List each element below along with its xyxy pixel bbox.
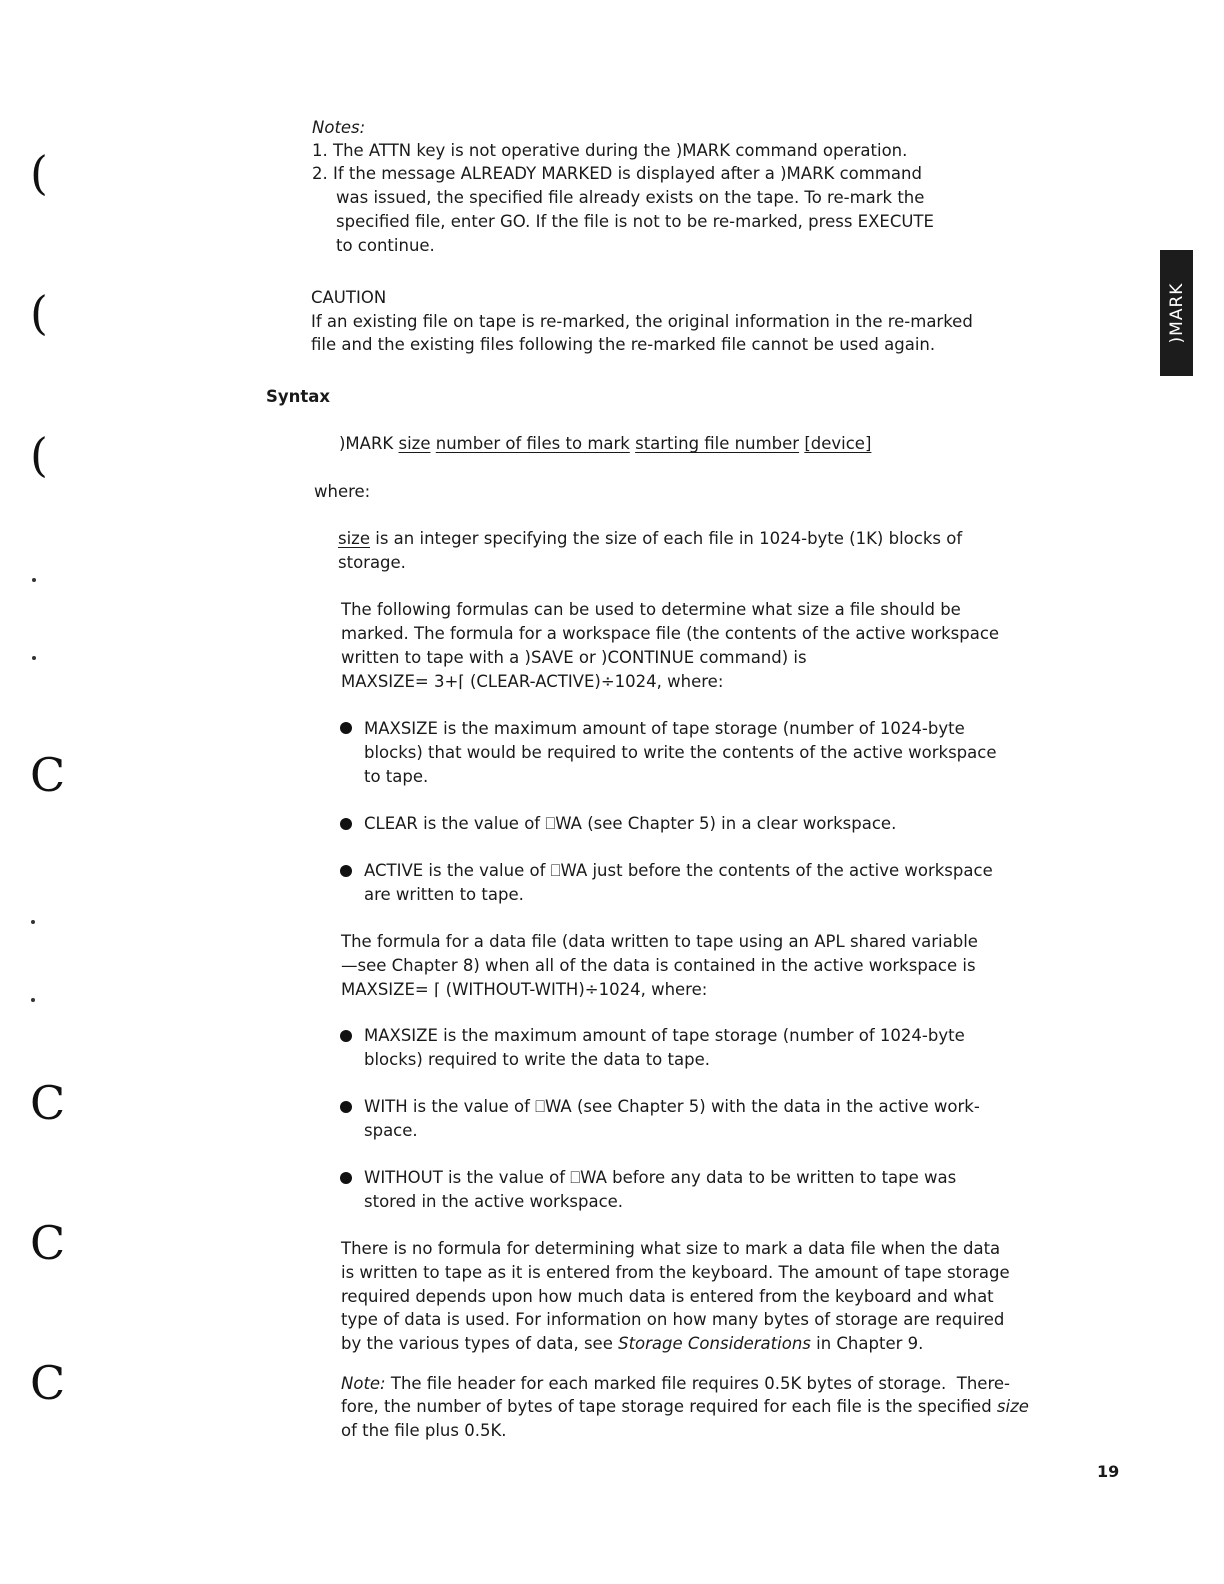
formula-text: The following formulas can be used to determine what size a file should be bbox=[341, 600, 961, 619]
no-formula-text: type of data is used. For information on how many bytes of storage are required bbox=[341, 1310, 1005, 1329]
no-formula-text: by the various types of data, see Storage Considerations in Chapter 9. bbox=[341, 1334, 924, 1353]
bullet-item-line: to tape. bbox=[364, 767, 429, 786]
bullet-icon bbox=[340, 1101, 352, 1113]
note-2-line: was issued, the specified file already exists on the tape. To re-mark the bbox=[336, 188, 925, 207]
page-number: 19 bbox=[1097, 1462, 1120, 1481]
bullet-item: ACTIVE is the value of ⎕WA just before the contents of the active workspace bbox=[364, 861, 993, 880]
bullet-icon bbox=[340, 818, 352, 830]
bullet-item-line: space. bbox=[364, 1121, 418, 1140]
where-label: where: bbox=[314, 482, 371, 501]
bullet-item: CLEAR is the value of ⎕WA (see Chapter 5) in a clear workspace. bbox=[364, 814, 897, 833]
no-formula-text: required depends upon how much data is entered from the keyboard and what bbox=[341, 1287, 994, 1306]
caution-text: file and the existing files following the re-marked file cannot be used again. bbox=[311, 335, 936, 354]
note-1: 1. The ATTN key is not operative during the )MARK command operation. bbox=[312, 141, 908, 160]
binder-hole-mark: ( bbox=[30, 146, 48, 200]
bullet-icon bbox=[340, 865, 352, 877]
arg-start: starting file number bbox=[635, 434, 800, 453]
binder-hole-mark: C bbox=[30, 748, 66, 802]
data-formula-text: —see Chapter 8) when all of the data is contained in the active workspace is bbox=[341, 956, 976, 975]
bullet-item-line: stored in the active workspace. bbox=[364, 1192, 624, 1211]
note-2: 2. If the message ALREADY MARKED is displayed after a )MARK command bbox=[312, 164, 922, 183]
speck bbox=[32, 578, 36, 582]
note-2-line: specified file, enter GO. If the file is not to be re-marked, press EXECUTE bbox=[336, 212, 934, 231]
binder-hole-mark: C bbox=[30, 1076, 66, 1130]
formula-text: marked. The formula for a workspace file (the contents of the active workspace bbox=[341, 624, 1000, 643]
section-tab-label: )MARK bbox=[1166, 282, 1187, 344]
bullet-item: MAXSIZE is the maximum amount of tape storage (number of 1024-byte bbox=[364, 1026, 965, 1045]
workspace-formula: MAXSIZE= 3+⌈ (CLEAR-ACTIVE)÷1024, where: bbox=[341, 672, 724, 691]
bullet-icon bbox=[340, 1030, 352, 1042]
bullet-icon bbox=[340, 722, 352, 734]
bullet-item-line: blocks) required to write the data to tape. bbox=[364, 1050, 710, 1069]
notes-heading: Notes: bbox=[312, 118, 366, 137]
speck bbox=[31, 920, 35, 924]
binder-hole-mark: C bbox=[30, 1356, 66, 1410]
final-note: Note: The file header for each marked file requires 0.5K bytes of storage. There- bbox=[341, 1374, 1010, 1393]
binder-hole-mark: ( bbox=[30, 428, 48, 482]
speck bbox=[32, 656, 36, 660]
formula-text: written to tape with a )SAVE or )CONTINUE command) is bbox=[341, 648, 807, 667]
arg-count: number of files to mark bbox=[435, 434, 630, 453]
binder-hole-mark: ( bbox=[30, 286, 48, 340]
bullet-item-line: blocks) that would be required to write the contents of the active workspace bbox=[364, 743, 997, 762]
bullet-item: MAXSIZE is the maximum amount of tape storage (number of 1024-byte bbox=[364, 719, 965, 738]
storage-considerations-ref: Storage Considerations bbox=[618, 1334, 811, 1353]
speck bbox=[31, 998, 35, 1002]
bullet-item: WITH is the value of ⎕WA (see Chapter 5) with the data in the active work- bbox=[364, 1097, 980, 1116]
syntax-heading: Syntax bbox=[266, 387, 331, 406]
binder-hole-mark: C bbox=[30, 1216, 66, 1270]
size-definition-line: storage. bbox=[338, 553, 406, 572]
data-formula-text: The formula for a data file (data written to tape using an APL shared variable bbox=[341, 932, 978, 951]
no-formula-text: There is no formula for determining what size to mark a data file when the data bbox=[341, 1239, 1001, 1258]
data-formula: MAXSIZE= ⌈ (WITHOUT-WITH)÷1024, where: bbox=[341, 980, 708, 999]
caution-text: If an existing file on tape is re-marked, the original information in the re-marked bbox=[311, 312, 973, 331]
arg-size: size bbox=[398, 434, 431, 453]
bullet-item-line: are written to tape. bbox=[364, 885, 524, 904]
syntax-line bbox=[339, 432, 871, 456]
caution-heading: CAUTION bbox=[311, 288, 387, 307]
bullet-item: WITHOUT is the value of ⎕WA before any data to be written to tape was bbox=[364, 1168, 957, 1187]
size-definition: size is an integer specifying the size of each file in 1024-byte (1K) blocks of bbox=[338, 529, 963, 548]
final-note-line: fore, the number of bytes of tape storage required for each file is the specified size bbox=[341, 1397, 1029, 1416]
final-note-line: of the file plus 0.5K. bbox=[341, 1421, 507, 1440]
arg-device: [device] bbox=[804, 434, 872, 453]
no-formula-text: is written to tape as it is entered from the keyboard. The amount of tape storage bbox=[341, 1263, 1010, 1282]
note-2-line: to continue. bbox=[336, 236, 435, 255]
command-name: )MARK bbox=[339, 434, 394, 453]
section-tab bbox=[1160, 250, 1193, 376]
bullet-icon bbox=[340, 1172, 352, 1184]
